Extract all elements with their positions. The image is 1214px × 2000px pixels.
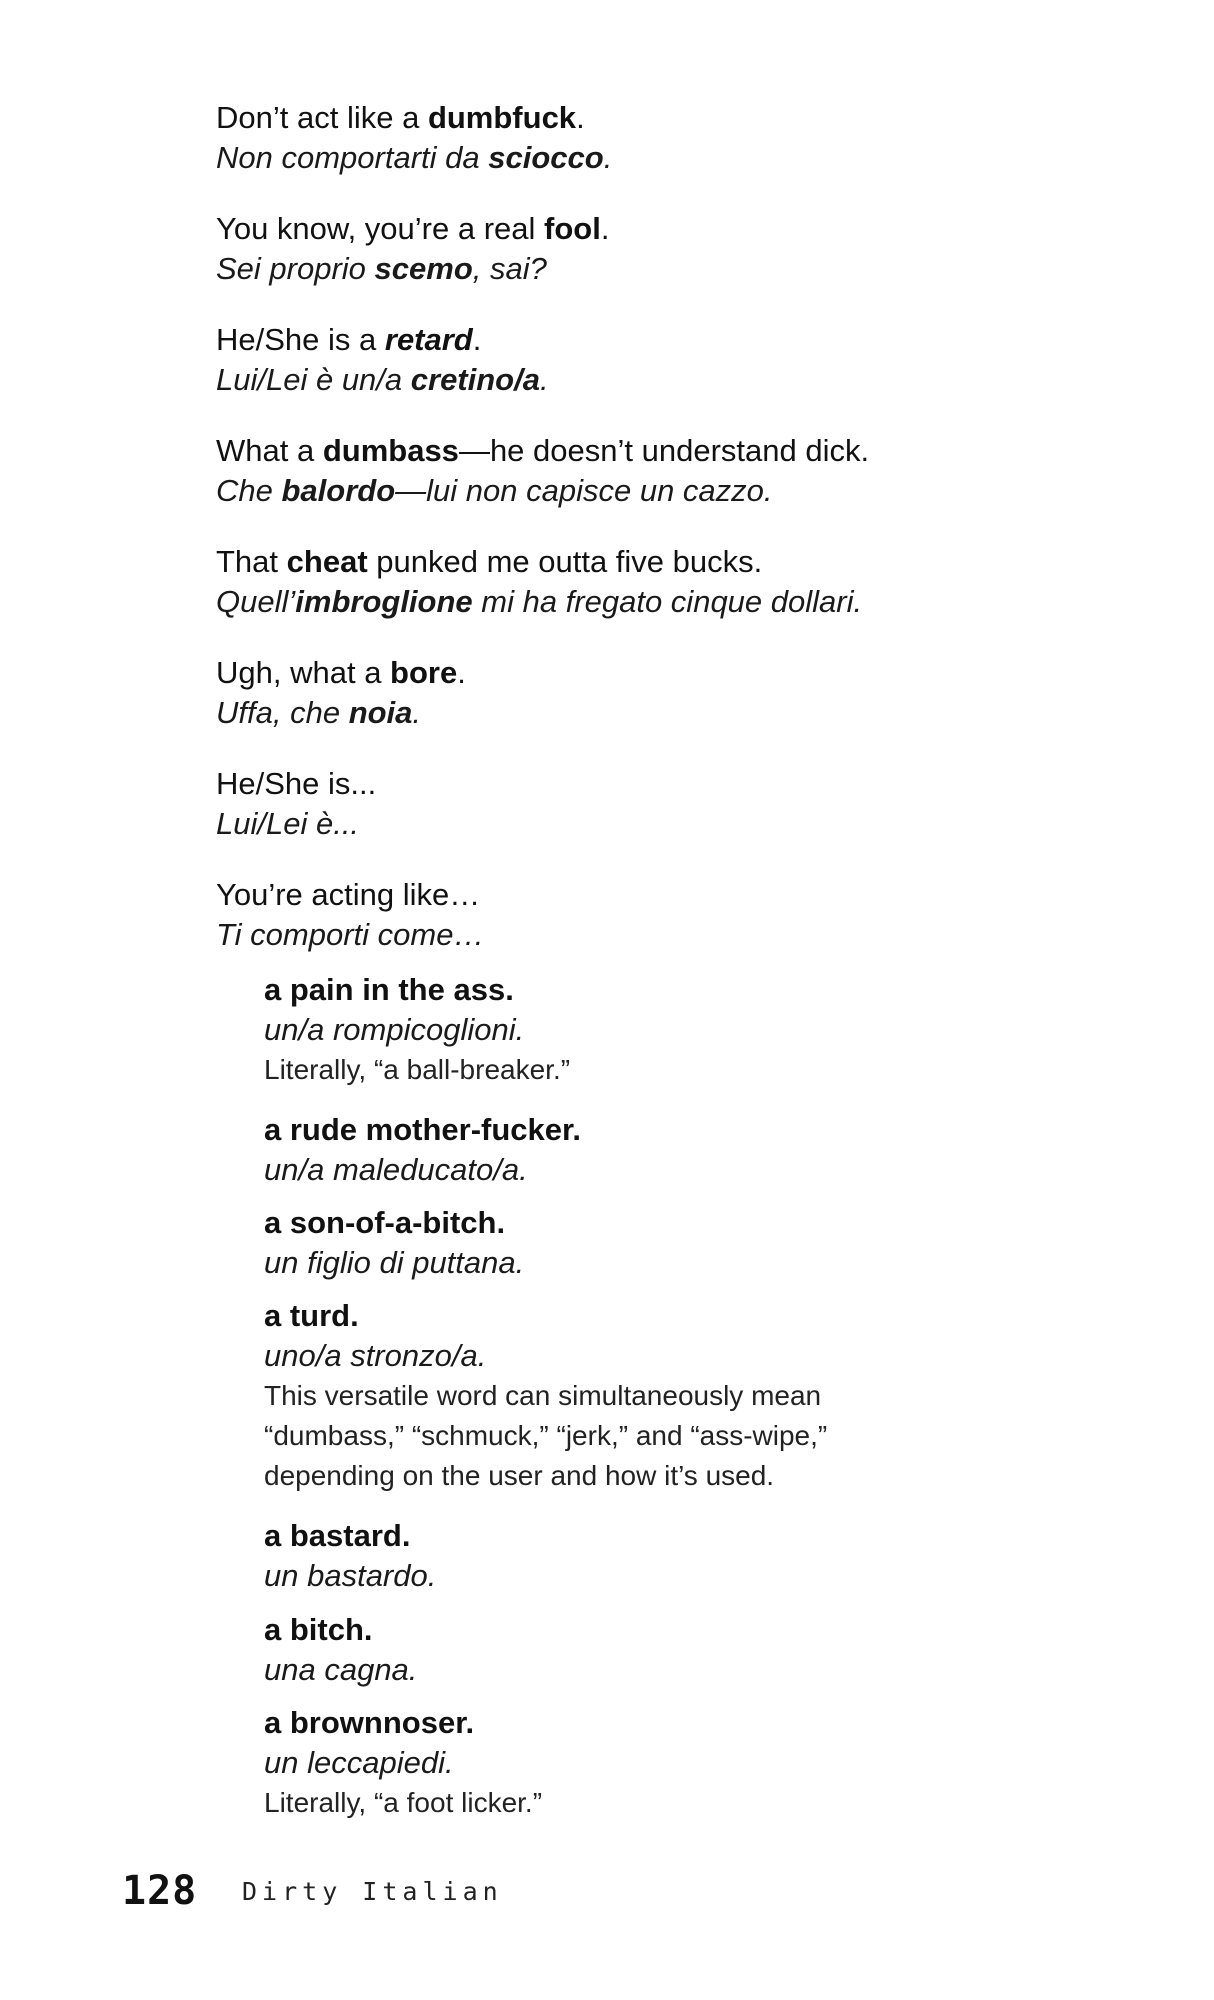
sub-entry bbox=[264, 1703, 1164, 1823]
phrase-entry bbox=[216, 431, 1116, 511]
english-phrase: a rude mother-fucker. bbox=[264, 1112, 581, 1147]
phrase-entry bbox=[216, 98, 1116, 178]
phrase-entry bbox=[216, 542, 1116, 622]
sub-entry bbox=[264, 1110, 1164, 1190]
english-phrase: a son-of-a-bitch. bbox=[264, 1205, 506, 1240]
note: Literally, “a foot licker.” bbox=[264, 1787, 543, 1818]
italian-phrase: un/a rompicoglioni. bbox=[264, 1012, 525, 1047]
sub-entry bbox=[264, 1203, 1164, 1283]
english-phrase: That cheat punked me outta five bucks. bbox=[216, 544, 763, 579]
page-number: 128 bbox=[122, 1868, 198, 1914]
english-phrase: a brownnoser. bbox=[264, 1705, 475, 1740]
english-phrase: a pain in the ass. bbox=[264, 972, 514, 1007]
italian-phrase: Quell’imbroglione mi ha fregato cinque dollari. bbox=[216, 584, 863, 619]
english-phrase: He/She is... bbox=[216, 766, 377, 801]
english-phrase: You know, you’re a real fool. bbox=[216, 211, 610, 246]
italian-phrase: un figlio di puttana. bbox=[264, 1245, 525, 1280]
italian-phrase: Non comportarti da sciocco. bbox=[216, 140, 613, 175]
english-phrase: Ugh, what a bore. bbox=[216, 655, 466, 690]
phrase-entry bbox=[216, 764, 1116, 844]
note: Literally, “a ball-breaker.” bbox=[264, 1054, 571, 1085]
phrase-entry bbox=[216, 875, 1116, 955]
note: depending on the user and how it’s used. bbox=[264, 1460, 775, 1491]
phrase-entry bbox=[216, 209, 1116, 289]
italian-phrase: una cagna. bbox=[264, 1652, 418, 1687]
english-phrase: He/She is a retard. bbox=[216, 322, 482, 357]
italian-phrase: Che balordo—lui non capisce un cazzo. bbox=[216, 473, 773, 508]
running-footer-title: Dirty Italian bbox=[242, 1877, 503, 1906]
english-phrase: a turd. bbox=[264, 1298, 359, 1333]
italian-phrase: uno/a stronzo/a. bbox=[264, 1338, 487, 1373]
english-phrase: You’re acting like… bbox=[216, 877, 481, 912]
italian-phrase: un leccapiedi. bbox=[264, 1745, 454, 1780]
italian-phrase: un bastardo. bbox=[264, 1558, 437, 1593]
sub-entry bbox=[264, 1516, 1164, 1596]
italian-phrase: Uffa, che noia. bbox=[216, 695, 422, 730]
sub-entry bbox=[264, 970, 1164, 1090]
english-phrase: a bitch. bbox=[264, 1612, 373, 1647]
sub-entry bbox=[264, 1296, 1164, 1496]
english-phrase: a bastard. bbox=[264, 1518, 411, 1553]
phrase-entry bbox=[216, 320, 1116, 400]
sub-entry bbox=[264, 1610, 1164, 1690]
italian-phrase: Sei proprio scemo, sai? bbox=[216, 251, 547, 286]
italian-phrase: Lui/Lei è... bbox=[216, 806, 360, 841]
phrase-entry bbox=[216, 653, 1116, 733]
note: This versatile word can simultaneously mean bbox=[264, 1380, 822, 1411]
note: “dumbass,” “schmuck,” “jerk,” and “ass-wipe,” bbox=[264, 1420, 828, 1451]
italian-phrase: Ti comporti come… bbox=[216, 917, 485, 952]
italian-phrase: un/a maleducato/a. bbox=[264, 1152, 528, 1187]
english-phrase: Don’t act like a dumbfuck. bbox=[216, 100, 585, 135]
english-phrase: What a dumbass—he doesn’t understand dick. bbox=[216, 433, 870, 468]
italian-phrase: Lui/Lei è un/a cretino/a. bbox=[216, 362, 549, 397]
